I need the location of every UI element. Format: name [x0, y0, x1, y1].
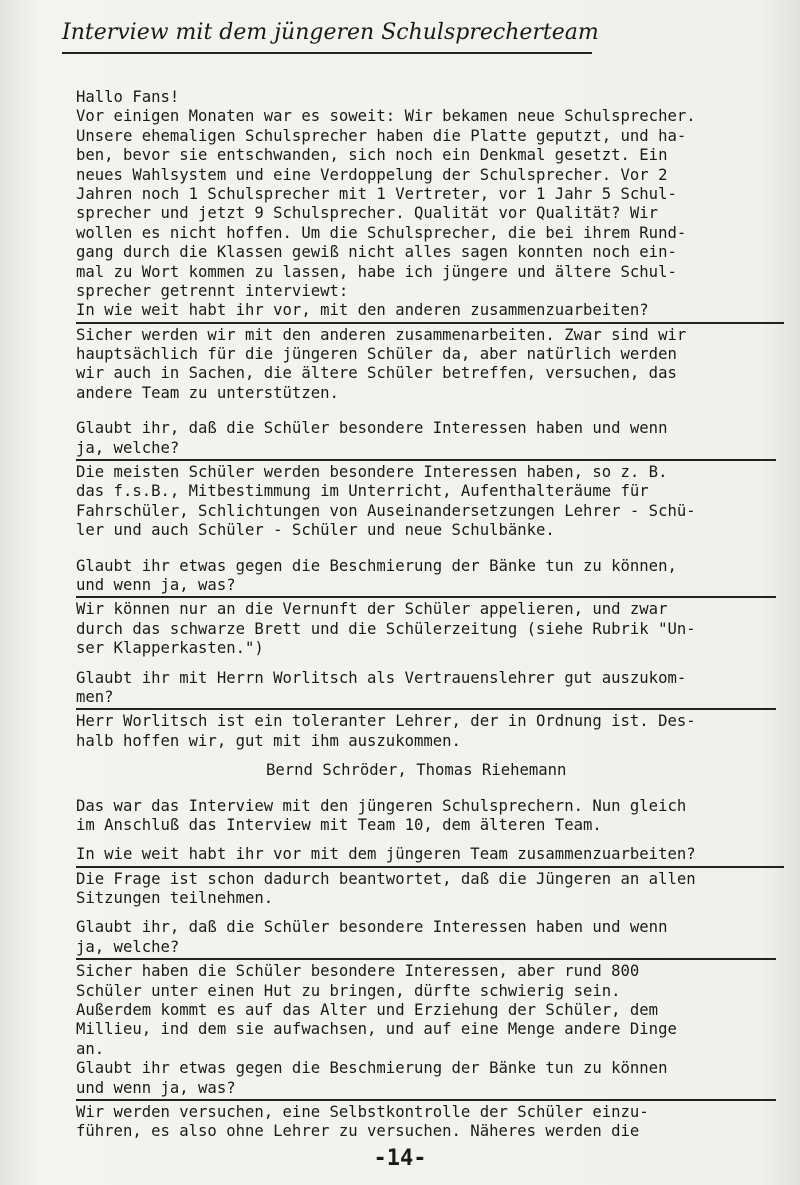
- answer-3: [76, 600, 776, 658]
- text-line: sprecher und jetzt 9 Schulsprecher. Qualität vor Qualität? Wir: [76, 204, 659, 223]
- text-line: und wenn ja, was?: [76, 1078, 236, 1097]
- page-title: Interview mit dem jüngeren Schulsprecherteam: [62, 20, 599, 45]
- text-line: hauptsächlich für die jüngeren Schüler da, aber natürlich werden: [76, 345, 677, 364]
- text-line: ja, welche?: [76, 438, 180, 457]
- text-line: halb hoffen wir, gut mit ihm auszukommen.: [76, 731, 461, 750]
- spacer: [76, 751, 776, 761]
- text-line: Glaubt ihr etwas gegen die Beschmierung der Bänke tun zu können: [76, 1059, 668, 1078]
- text-line: Millieu, ind dem sie aufwachsen, und auf eine Menge andere Dinge: [76, 1020, 677, 1039]
- text-line: sprecher getrennt interviewt:: [76, 281, 349, 300]
- text-line: wir auch in Sachen, die ältere Schüler betreffen, versuchen, das: [76, 364, 677, 383]
- question-6: [76, 918, 776, 957]
- text-line: Die Frage ist schon dadurch beantwortet, daß die Jüngeren an allen: [76, 869, 696, 888]
- spacer: [76, 908, 776, 918]
- question-5: In wie weit habt ihr vor mit dem jüngeren Team zusammenzuarbeiten?: [76, 845, 696, 864]
- text-line: an.: [76, 1039, 105, 1058]
- answer-6: [76, 962, 776, 1059]
- text-line: durch das schwarze Brett und die Schülerzeitung (siehe Rubrik "Un-: [76, 619, 696, 638]
- text-line: ler und auch Schüler - Schüler und neue Schulbänke.: [76, 521, 555, 540]
- text-line: ben, bevor sie entschwanden, sich noch ein Denkmal gesetzt. Ein: [76, 146, 668, 165]
- text-line: Das war das Interview mit den jüngeren Schulsprechern. Nun gleich: [76, 796, 687, 815]
- text-line: Außerdem kommt es auf das Alter und Erziehung der Schüler, dem: [76, 1001, 659, 1020]
- text-line: ser Klapperkasten."): [76, 639, 264, 658]
- intro-paragraph: [76, 107, 776, 301]
- question-4: [76, 669, 776, 708]
- text-line: mal zu Wort kommen zu lassen, habe ich jüngere und ältere Schul-: [76, 262, 677, 281]
- question-underline: [76, 596, 776, 598]
- text-line: Sitzungen teilnehmen.: [76, 889, 274, 908]
- question-underline: [76, 866, 784, 868]
- text-line: führen, es also ohne Lehrer zu versuchen. Näheres werden die: [76, 1122, 640, 1141]
- text-line: das f.s.B., Mitbestimmung im Unterricht, Aufenthalteräume für: [76, 482, 649, 501]
- text-line: Glaubt ihr, daß die Schüler besondere Interessen haben und wenn: [76, 918, 668, 937]
- text-line: und wenn ja, was?: [76, 575, 236, 594]
- answer-2: [76, 463, 776, 541]
- transition-paragraph: [76, 797, 776, 836]
- text-line: Die meisten Schüler werden besondere Interessen haben, so z. B.: [76, 463, 668, 482]
- answer-7: [76, 1103, 776, 1142]
- text-line: neues Wahlsystem und eine Verdoppelung der Schulsprecher. Vor 2: [76, 165, 668, 184]
- question-underline: [76, 958, 776, 960]
- title-underline: [62, 52, 592, 54]
- text-line: Vor einigen Monaten war es soweit: Wir bekamen neue Schulsprecher.: [76, 107, 696, 126]
- question-underline: [76, 708, 776, 710]
- signature: Bernd Schröder, Thomas Riehemann: [266, 761, 567, 780]
- text-line: Jahren noch 1 Schulsprecher mit 1 Vertreter, vor 1 Jahr 5 Schul-: [76, 184, 677, 203]
- text-line: Unsere ehemaligen Schulsprecher haben die Platte geputzt, und ha-: [76, 126, 687, 145]
- spacer: [76, 403, 776, 419]
- text-line: men?: [76, 687, 114, 706]
- text-line: Schüler unter einen Hut zu bringen, dürfte schwierig sein.: [76, 981, 621, 1000]
- text-line: Sicher werden wir mit den anderen zusammenarbeiten. Zwar sind wir: [76, 325, 687, 344]
- answer-4: [76, 712, 776, 751]
- text-line: Fahrschüler, Schlichtungen von Auseinandersetzungen Lehrer - Schü-: [76, 501, 696, 520]
- text-line: im Anschluß das Interview mit Team 10, dem älteren Team.: [76, 815, 602, 834]
- question-underline: [76, 1099, 776, 1101]
- text-line: Sicher haben die Schüler besondere Interessen, aber rund 800: [76, 962, 640, 981]
- text-line: andere Team zu unterstützen.: [76, 383, 339, 402]
- question-2: [76, 419, 776, 458]
- greeting: Hallo Fans!: [76, 88, 180, 106]
- text-line: gang durch die Klassen gewiß nicht alles sagen konnten noch ein-: [76, 243, 677, 262]
- text-line: Glaubt ihr etwas gegen die Beschmierung der Bänke tun zu können,: [76, 556, 677, 575]
- spacer: [76, 659, 776, 669]
- answer-1: [76, 326, 776, 404]
- spacer: [76, 835, 776, 845]
- question-3: [76, 557, 776, 596]
- text-line: Glaubt ihr mit Herrn Worlitsch als Vertrauenslehrer gut auszukom-: [76, 668, 687, 687]
- text-line: Wir können nur an die Vernunft der Schüler appelieren, und zwar: [76, 600, 668, 619]
- spacer: [76, 781, 776, 797]
- text-line: ja, welche?: [76, 937, 180, 956]
- question-1: In wie weit habt ihr vor, mit den anderen zusammenzuarbeiten?: [76, 301, 649, 320]
- question-underline: [76, 459, 776, 461]
- text-line: wollen es nicht hoffen. Um die Schulsprecher, die bei ihrem Rund-: [76, 223, 687, 242]
- page-number: -14-: [373, 1146, 427, 1171]
- question-underline: [76, 322, 784, 324]
- text-line: Herr Worlitsch ist ein toleranter Lehrer, der in Ordnung ist. Des-: [76, 712, 696, 731]
- spacer: [76, 541, 776, 557]
- text-line: Glaubt ihr, daß die Schüler besondere Interessen haben und wenn: [76, 419, 668, 438]
- text-line: Wir werden versuchen, eine Selbstkontrolle der Schüler einzu-: [76, 1102, 649, 1121]
- question-7: [76, 1059, 776, 1098]
- interview-text: [76, 88, 776, 1142]
- answer-5: [76, 870, 776, 909]
